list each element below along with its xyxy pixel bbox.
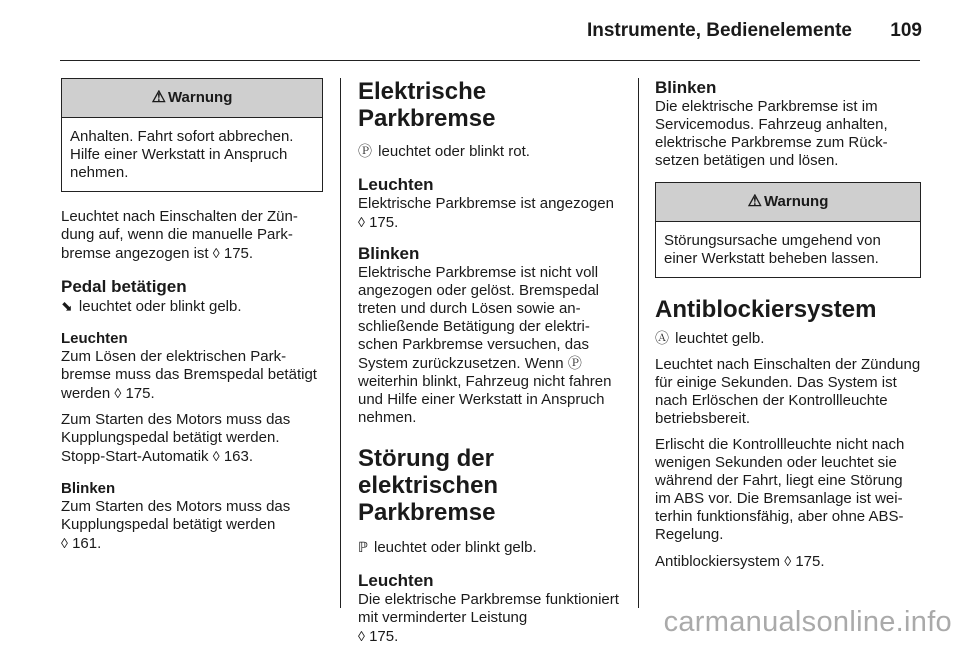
page-ref-link[interactable]: 161. <box>72 535 102 552</box>
heading-pedal: Pedal betätigen <box>61 277 187 296</box>
header-divider <box>60 60 920 61</box>
column-1 <box>61 78 323 553</box>
paragraph: Ⓐ leuchtet gelb. <box>655 330 765 347</box>
page-ref-link[interactable]: 175. <box>369 628 399 645</box>
warning-text: Anhalten. Fahrt sofort abbrechen. Hilfe einer Werkstatt in Anspruch nehmen. <box>70 128 294 181</box>
section-title: Instrumente, Bedienelemente <box>586 20 852 41</box>
paragraph: Leuchtet nach Einschalten der Zündung auf, wenn die manuelle Parkbremse angezogen ist ◊ 175. <box>61 208 298 262</box>
paragraph: Elektrische Parkbremse ist nicht voll angezogen oder gelöst. Bremspedal treten und durch Lösen sowie anschließende Betätigung der elektrischen Parkbremse versuchen, das System zurückzusetzen. Wenn Ⓟ weiterhin blinkt, Fahrzeug nicht fahren und Hilfe einer Werkstatt in Anspruch nehmen. <box>358 264 612 426</box>
warning-header <box>656 183 920 222</box>
parking-brake-fault-icon: ℙ <box>358 539 368 555</box>
watermark: carmanualsonline.info <box>663 606 952 638</box>
paragraph: ⬊ leuchtet oder blinkt gelb. <box>61 298 242 315</box>
warning-icon: ⚠ <box>747 193 762 210</box>
warning-header <box>62 79 322 118</box>
paragraph: ℙ leuchtet oder blinkt gelb. <box>358 539 537 556</box>
abs-icon: Ⓐ <box>655 330 669 346</box>
heading-stoerung: Störung der elektrischen Parkbremse <box>358 445 499 526</box>
paragraph: Leuchtet nach Einschalten der Zündung für einige Sekunden. Das System ist nach Erlöschen der Kontrollleuchte betriebsbereit. <box>655 356 921 427</box>
page-ref-icon: ◊ <box>358 628 365 644</box>
paragraph: Antiblockiersystem ◊ 175. <box>655 553 825 570</box>
paragraph: Die elektrische Parkbremse ist im Servicemodus. Fahrzeug anhalten, elektrische Parkbremse zum Rücksetzen betätigen und lösen. <box>655 98 888 169</box>
paragraph: Elektrische Parkbremse ist angezogen ◊ 175. <box>358 195 614 231</box>
heading-epb: Elektrische Parkbremse <box>358 78 496 132</box>
paragraph: Zum Starten des Motors muss das Kupplungspedal betätigt werden. Stopp-Start-Automatik ◊ 163. <box>61 411 291 465</box>
page-ref-link[interactable]: 175. <box>223 245 254 262</box>
warning-title: Warnung <box>763 193 829 210</box>
parking-brake-icon: Ⓟ <box>358 143 372 159</box>
heading-leuchten: Leuchten <box>358 571 434 590</box>
heading-leuchten: Leuchten <box>61 330 128 347</box>
page-ref-icon: ◊ <box>358 214 365 230</box>
page-ref-link[interactable]: 163. <box>223 448 254 465</box>
column-divider-2 <box>638 78 639 608</box>
paragraph: Zum Starten des Motors muss das Kupplungspedal betätigt werden ◊ 161. <box>61 498 291 552</box>
page-number: 109 <box>890 20 922 41</box>
page-ref-icon: ◊ <box>212 448 220 464</box>
column-divider-1 <box>340 78 341 608</box>
warning-box <box>61 78 323 192</box>
page-ref-icon: ◊ <box>114 385 122 401</box>
heading-leuchten: Leuchten <box>358 175 434 194</box>
paragraph: Erlischt die Kontrollleuchte nicht nach wenigen Sekunden oder leuchtet sie während der Fahrt, liegt eine Störung im ABS vor. Die Bremsanlage ist weiterhin funktionsfähig, aber ohne ABS-Regelung. <box>655 436 905 543</box>
paragraph: Die elektrische Parkbremse funktioniert mit verminderter Leistung ◊ 175. <box>358 591 619 645</box>
column-2 <box>358 78 620 646</box>
paragraph: Zum Lösen der elektrischen Parkbremse muss das Bremspedal betätigt werden ◊ 175. <box>61 348 317 402</box>
page-ref-icon: ◊ <box>212 245 220 261</box>
pedal-icon: ⬊ <box>61 298 73 314</box>
page-ref-icon: ◊ <box>784 553 792 569</box>
warning-box <box>655 182 921 278</box>
page-ref-link[interactable]: 175. <box>125 385 155 402</box>
page-ref-icon: ◊ <box>61 535 68 551</box>
page-ref-link[interactable]: 175. <box>369 214 399 231</box>
heading-blinken: Blinken <box>655 78 717 97</box>
column-3 <box>655 78 921 571</box>
heading-blinken: Blinken <box>61 480 116 497</box>
warning-title: Warnung <box>167 89 233 106</box>
paragraph: Ⓟ leuchtet oder blinkt rot. <box>358 143 530 160</box>
heading-abs: Antiblockiersystem <box>655 296 877 323</box>
warning-icon: ⚠ <box>151 89 166 106</box>
page-header <box>0 0 960 60</box>
parking-brake-icon: Ⓟ <box>567 355 582 371</box>
page-ref-link[interactable]: 175. <box>795 553 825 570</box>
warning-text: Störungsursache umgehend von einer Werkstatt beheben lassen. <box>664 232 881 267</box>
heading-blinken: Blinken <box>358 244 420 263</box>
